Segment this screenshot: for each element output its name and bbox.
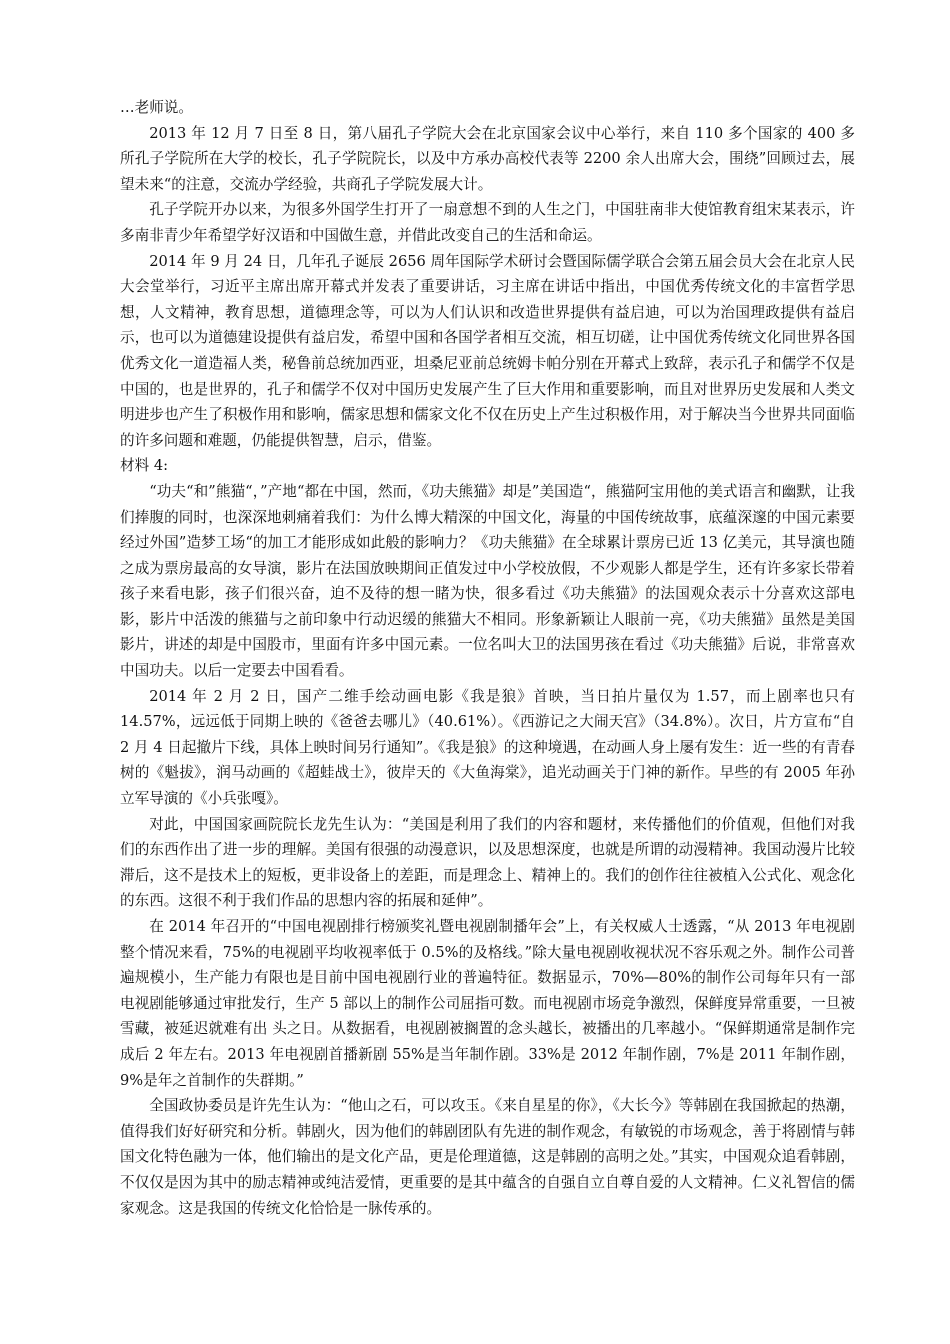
paragraph-i-am-wolf: 2014 年 2 月 2 日，国产二维手绘动画电影《我是狼》首映，当日拍片量仅为 1.57，而上剧率也只有 14.57%，远远低于同期上映的《爸爸去哪儿》（40.61%）。《西游记之大闹天宫》（34.8%）。次日，片方宣布“自 2 月 4 日起撤片下线，具体上映时间另行通知”。《我是狼》的这种境遇，在动画人身上屡有发生：近一些的有青春树的《魁拔》，润马动画的《超蛙战士》，彼岸天的《大鱼海棠》，追光动画关于门神的新作。早些的有 2005 年孙立军导演的《小兵张嘎》。 [120,687,855,808]
document-body [120,95,855,1221]
paragraph-tv-drama-ranking: 在 2014 年召开的“中国电视剧排行榜颁奖礼暨电视剧制播年会”上，有关权威人士透露，“从 2013 年电视剧整个情况来看，75%的电视剧平均收视率低于 0.5%的及格线。”除大量电视剧收视状况不容乐观之外。制作公司普遍规模小，生产能力有限也是目前中国电视剧行业的普遍特征。数据显示，70%—80%的制作公司每年只有一部电视剧能够通过审批发行，生产 5 部以上的制作公司屈指可数。而电视剧市场竞争激烈，保鲜度异常重要，一旦被雪藏，被延迟就难有出 头之日。从数据看，电视剧被搁置的念头越长，被播出的几率越小。“保鲜期通常是制作完成后 2 年左右。2013 年电视剧首播新剧 55%是当年制作剧。33%是 2012 年制作剧，7%是 2011 年制作剧，9%是年之首制作的失群期。” [120,918,855,1089]
paragraph-confucius-anniversary: 2014 年 9 月 24 日，几年孔子诞辰 2656 周年国际学术研讨会暨国际儒学联合会第五届会员大会在北京人民大会堂举行，习近平主席出席开幕式并发表了重要讲话，习主席在讲话中指出，中国优秀传统文化的丰富哲学思想，人文精神，教育思想，道德理念等，可以为人们认识和改造世界提供有益启迪，可以为治国理政提供有益启示，也可以为道德建设提供有益启发，希望中国和各国学者相互交流，相互切磋，让中国优秀传统文化同世界各国优秀文化一道造福人类，秘鲁前总统加西亚，坦桑尼亚前总统姆卡帕分别在开幕式上致辞，表示孔子和儒学不仅是中国的，也是世界的，孔子和儒学不仅对中国历史发展产生了巨大作用和重要影响，而且对世界历史发展和人类文明进步也产生了积极作用和影响，儒家思想和儒家文化不仅在历史上产生过积极作用，对于解决当今世界共同面临的许多问题和难题，仍能提供智慧，启示，借鉴。 [120,252,855,449]
paragraph-confucius-institute-conference: 2013 年 12 月 7 日至 8 日，第八届孔子学院大会在北京国家会议中心举行，来自 110 多个国家的 400 多所孔子学院所在大学的校长，孔子学院院长，以及中方承办高校代表等 2200 余人出席大会，围绕”回顾过去，展望未来“的注意，交流办学经验，共商孔子学院发展大计。 [120,124,855,193]
paragraph-south-africa: 孔子学院开办以来，为很多外国学生打开了一扇意想不到的人生之门，中国驻南非大使馆教育组宋某表示，许多南非青少年希望学好汉语和中国做生意，并借此改变自己的生活和命运。 [120,201,855,244]
material-4-label: 材料 4: [120,457,169,475]
paragraph-opener: …老师说。 [120,99,193,116]
paragraph-long-opinion: 对此，中国国家画院院长龙先生认为：“美国是利用了我们的内容和题材，来传播他们的价值观，但他们对我们的东西作出了进一步的理解。美国有很强的动漫意识，以及思想深度，也就是所谓的动漫精神。我国动漫片比较滞后，这不是技术上的短板，更非设备上的差距，而是理念上、精神上的。我们的创作往往被植入公式化、观念化的东西。这很不利于我们作品的思想内容的拓展和延伸”。 [120,815,855,910]
paragraph-korean-drama: 全国政协委员是许先生认为：“他山之石，可以攻玉。《来自星星的你》，《大长今》等韩剧在我国掀起的热潮，值得我们好好研究和分析。韩剧火，因为他们的韩剧团队有先进的制作观念，有敏锐的市场观念，善于将剧情与韩国文化特色融为一体，他们输出的是文化产品，更是伦理道德，这是韩剧的高明之处。”其实，中国观众追看韩剧，不仅仅是因为其中的励志精神或纯洁爱情，更重要的是其中蕴含的自强自立自尊自爱的人文精神。仁义礼智信的儒家观念。这是我国的传统文化恰恰是一脉传承的。 [120,1097,855,1217]
paragraph-kung-fu-panda: “功夫“和”熊猫“，”产地“都在中国，然而，《功夫熊猫》却是”美国造“，熊猫阿宝用他的美式语言和幽默，让我们捧腹的同时，也深深地刺痛着我们：为什么博大精深的中国文化，海量的中国传统故事，底蕴深邃的中国元素要经过外国”造梦工场“的加工才能形成如此般的影响力？《功夫熊猫》在全球累计票房已近 13 亿美元，其导演也随之成为票房最高的女导演，影片在法国放映期间正值发过中小学校放假，不少观影人都是学生，还有许多家长带着孩子来看电影，孩子们很兴奋，迫不及待的想一睹为快，很多看过《功夫熊猫》的法国观众表示十分喜欢这部电影，影片中活泼的熊猫与之前印象中行动迟缓的熊猫大不相同。形象新颖让人眼前一亮，《功夫熊猫》虽然是美国影片，讲述的却是中国股市，里面有许多中国元素。一位名叫大卫的法国男孩在看过《功夫熊猫》后说，非常喜欢中国功夫。以后一定要去中国看看。 [120,482,855,680]
